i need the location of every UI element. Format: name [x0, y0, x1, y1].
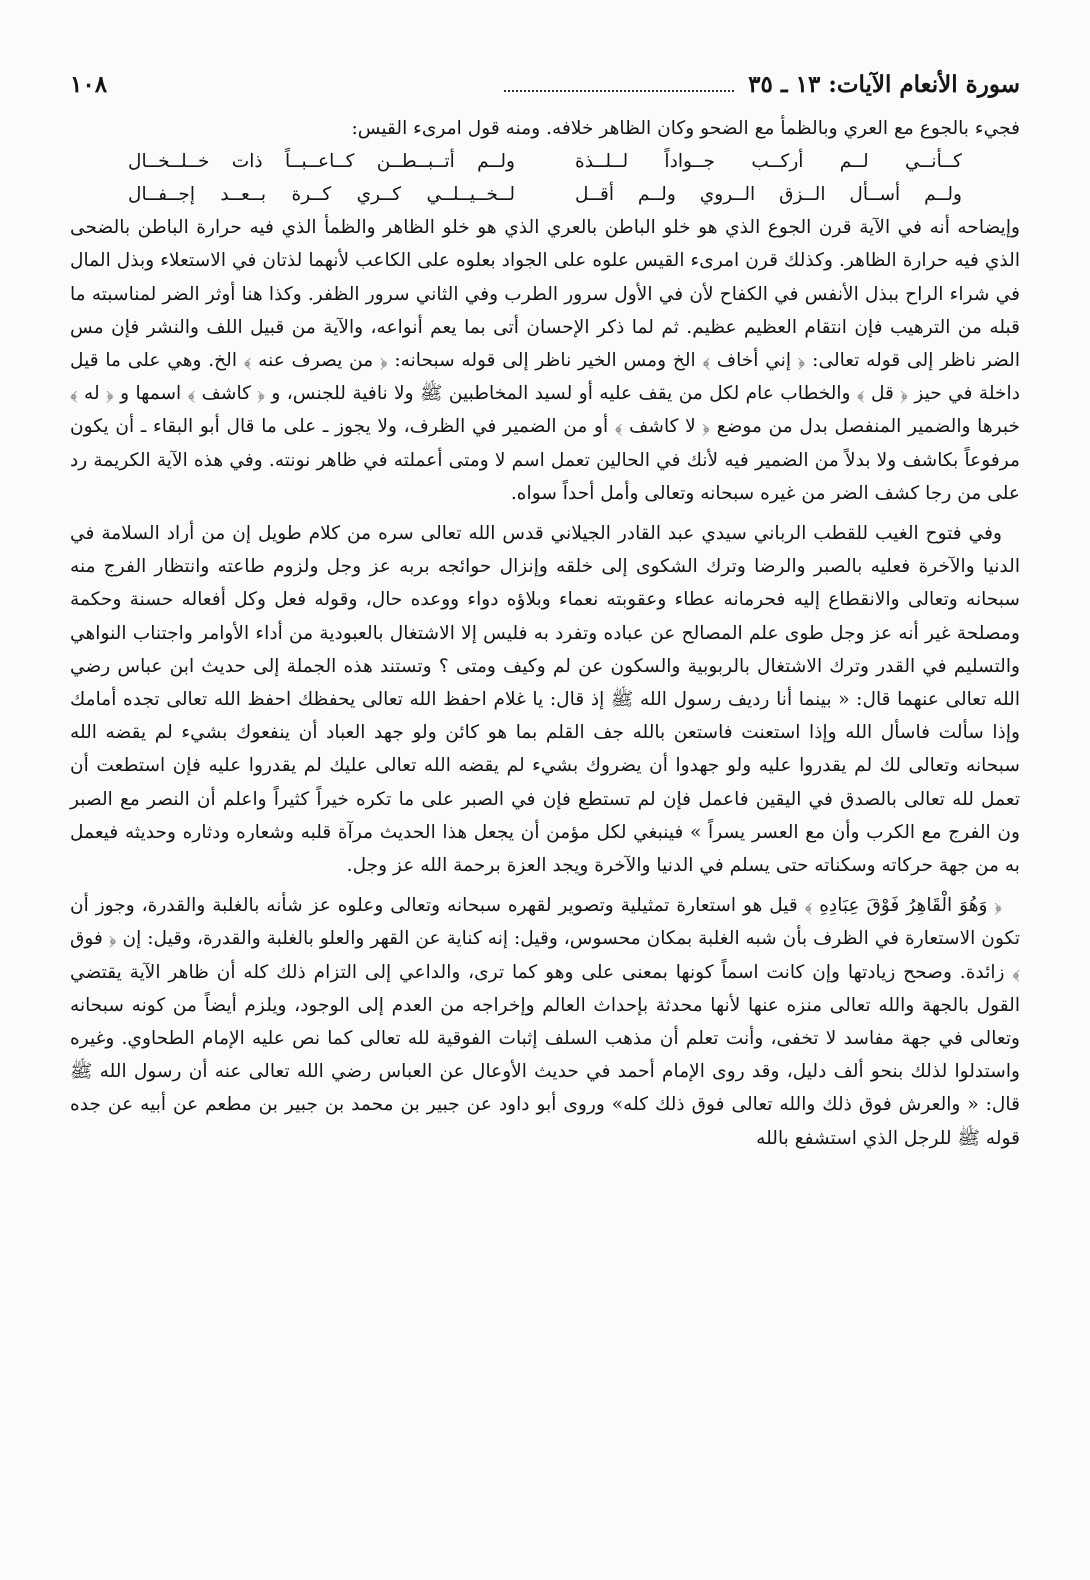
running-title: سورة الأنعام الآيات: ١٣ ـ ٣٥ [748, 71, 1020, 98]
body-text-main [70, 211, 1020, 1155]
intro-paragraph: فجيء بالجوع مع العري وبالظمأ مع الضحو وكان الظاهر خلافه. ومنه قول امرىء القيس: [351, 118, 1020, 139]
paragraph-al-qahir: ﴿ وَهُوَ الْقَاهِرُ فَوْقَ عِبَادِهِ ﴾ قيل هو استعارة تمثيلية وتصوير لقهره سبحانه وتعالى وعلوه عز شأنه بالغلبة والقدرة، وجوز أن تكون الاستعارة في الظرف بأن شبه الغلبة بمكان محسوس، وقيل: إنه كناية عن القهر والعلو بالغلبة والقدرة، وقيل: إن ﴿ فوق ﴾ زائدة. وصحح زيادتها وإن كانت اسماً كونها بمعنى على وهو كما ترى، والداعي إلى التزام ذلك كله أن ظاهر الآية يقتضي القول بالجهة والله تعالى منزه عنها لأنها محدثة بإحداث العالم وإخراجه من العدم إلى الوجود، ويلزم أيضاً من كونه سبحانه وتعالى في جهة مفاسد لا تخفى، وأنت تعلم أن مذهب السلف إثبات الفوقية لله تعالى كما نص عليه الإمام الطحاوي. وغيره واستدلوا لذلك بنحو ألف دليل، وقد روى الإمام أحمد في حديث الأوعال عن العباس رضي الله تعالى عنه أن رسول الله ﷺ قال: « والعرش فوق ذلك والله تعالى فوق ذلك كله» وروى أبو داود عن جبير بن محمد بن جبير بن مطعم عن أبيه عن جده قوله ﷺ للرجل الذي استشفع بالله [70, 895, 1020, 1149]
page-number: ١٠٨ [70, 71, 108, 98]
page-header [70, 58, 1020, 98]
poem-verse-1-second-hemistich: ولــم أتــبــطــن كــاعــبــاً ذات خــلــخــال [128, 151, 515, 173]
running-title-group [504, 71, 1020, 98]
poem-verse-2-second-hemistich: لــخــيــلــي كــري كــرة بــعــد إجــفــال [128, 184, 515, 206]
paragraph-futuh-al-ghayb: وفي فتوح الغيب للقطب الرباني سيدي عبد القادر الجيلاني قدس الله تعالى سره من كلام طويل إن من أراد السلامة في الدنيا والآخرة فعليه بالصبر والرضا وترك الشكوى إلى خلقه وإنزال حوائجه بربه عز وجل ولزوم طاعته وانتظار الفرج منه سبحانه وتعالى والانقطاع إليه فحرمانه عطاء وعقوبته نعماء وبلاؤه دواء ووعده حال، وقوله فعل وكل أفعاله حسنة وحكمة ومصلحة غير أنه عز وجل طوى علم المصالح عن عباده وتفرد به فليس إلا الاشتغال بالعبودية من أداء الأوامر واجتناب النواهي والتسليم في القدر وترك الاشتغال بالربوبية والسكون عن لم وكيف ومتى ؟ وتستند هذه الجملة إلى حديث ابن عباس رضي الله تعالى عنهما قال: « بينما أنا رديف رسول الله ﷺ إذ قال: يا غلام احفظ الله تعالى يحفظك احفظ الله تعالى تجده أمامك وإذا سألت فاسأل الله وإذا استعنت فاستعن بالله جف القلم بما هو كائن ولو جهد العباد أن ينفعوك بشيء لم يقضه الله سبحانه وتعالى لك لم يقدروا عليه ولو جهدوا أن يضروك بشيء لم يقضه الله تعالى عليك لم يقدروا عليه فإن استطعت أن تعمل لله تعالى بالصدق في اليقين فاعمل فإن لم تستطع فإن في الصبر على ما تكره خيراً كثيراً واعلم أن النصر مع الصبر ون الفرج مع الكرب وأن مع العسر يسراً » فينبغي لكل مؤمن أن يجعل هذا الحديث مرآة قلبه وشعاره ودثاره وحديثه فيعمل به من جهة حركاته وسكناته حتى يسلم في الدنيا والآخرة ويجد العزة برحمة الله عز وجل. [70, 523, 1020, 877]
poem [70, 145, 1020, 211]
poem-verse-2-first-hemistich: ولــم أســأل الــزق الــروي ولــم أقــل [575, 184, 962, 206]
header-dotted-leader [504, 76, 734, 92]
body-text [70, 112, 1020, 145]
paragraph-explanation: وإيضاحه أنه في الآية قرن الجوع الذي هو خلو الباطن بالعري الذي هو خلو الظاهر والظمأ الذي فيه حرارة الباطن بالضحى الذي فيه حرارة الظاهر. وكذلك قرن امرىء القيس علوه على الجواد بعلوه على الكاعب لأنهما لذتان في الاستعلاء وبذل المال في شراء الراح ببذل الأنفس في الكفاح لأن في الأول سرور الطرب وفي الثاني سرور الظفر. وكذا هنا أوثر الضر لمناسبته ما قبله من الترهيب فإن انتقام العظيم عظيم. ثم لما ذكر الإحسان أتى بما يعم أنواعه، والآية من قبيل اللف والنشر فإن مس الضر ناظر إلى قوله تعالى: ﴿ إني أخاف ﴾ الخ ومس الخير ناظر إلى قوله سبحانه: ﴿ من يصرف عنه ﴾ الخ. وهي على ما قيل داخلة في حيز ﴿ قل ﴾ والخطاب عام لكل من يقف عليه أو لسيد المخاطبين ﷺ ولا نافية للجنس، و ﴿ كاشف ﴾ اسمها و ﴿ له ﴾ خبرها والضمير المنفصل بدل من موضع ﴿ لا كاشف ﴾ أو من الضمير في الظرف، ولا يجوز ـ على ما قال أبو البقاء ـ أن يكون مرفوعاً بكاشف ولا بدلاً من الضمير فيه لأنك في الحالين تعمل اسم لا ومتى أعملته في ظاهر نونته. وفي هذه الآية الكريمة رد على من رجا كشف الضر من غيره سبحانه وتعالى وأمل أحداً سواه. [70, 217, 1020, 504]
poem-verse-1-first-hemistich: كــأنــي لــم أركــب جــواداً لــلــذة [575, 151, 962, 173]
